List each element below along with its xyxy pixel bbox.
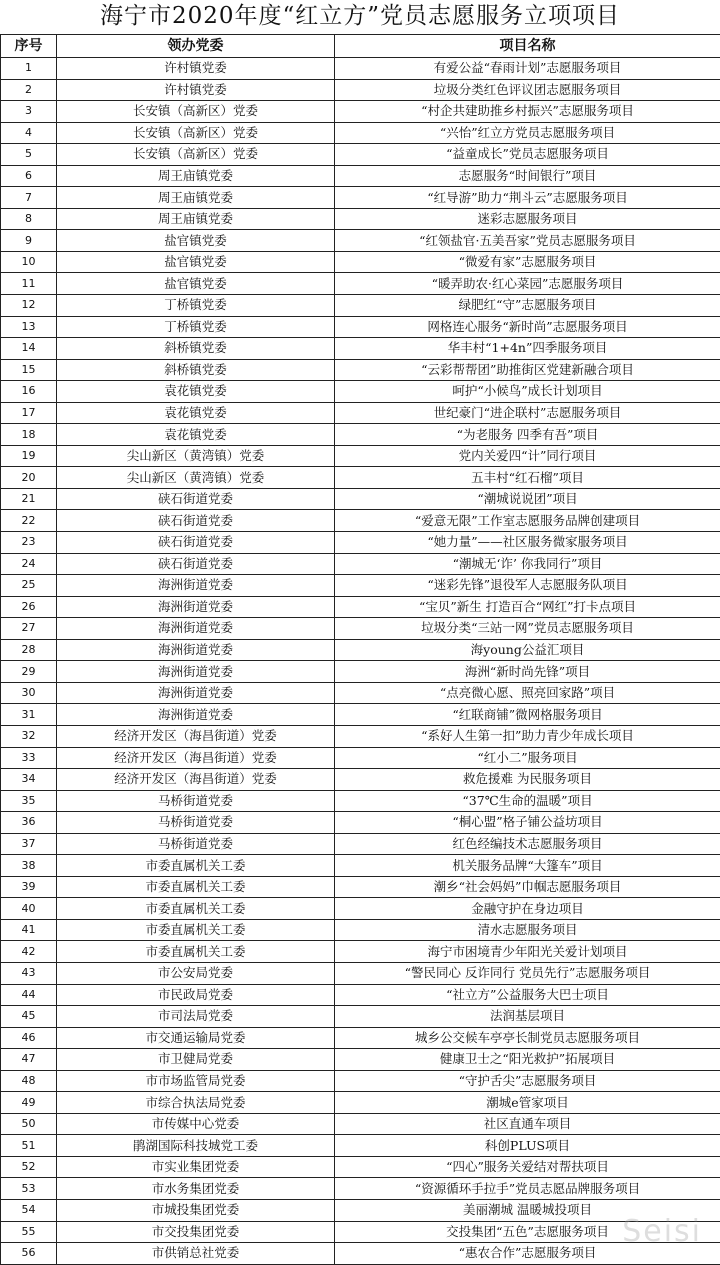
cell-project: “警民同心 反诈同行 党员先行”志愿服务项目 [335,962,720,984]
cell-project: “惠农合作”志愿服务项目 [335,1243,720,1265]
cell-org: 盐官镇党委 [57,230,335,252]
watermark: Seisi [622,1214,702,1249]
cell-seq: 39 [1,876,57,898]
cell-seq: 55 [1,1221,57,1243]
cell-org: 硖石街道党委 [57,510,335,532]
table-row [1,488,720,510]
cell-project: 垃圾分类“三站一网”党员志愿服务项目 [335,618,720,640]
header-project: 项目名称 [335,35,720,58]
cell-project: “点亮微心愿、照亮回家路”项目 [335,682,720,704]
cell-seq: 9 [1,230,57,252]
table-row [1,230,720,252]
table-row [1,962,720,984]
table-row [1,704,720,726]
cell-seq: 29 [1,661,57,683]
table-row [1,1199,720,1221]
table-row [1,682,720,704]
cell-project: 党内关爱四“计”同行项目 [335,445,720,467]
cell-project: “微爱有家”志愿服务项目 [335,251,720,273]
cell-project: 交投集团“五色”志愿服务项目 [335,1221,720,1243]
cell-org: 盐官镇党委 [57,251,335,273]
cell-org: 鹃湖国际科技城党工委 [57,1135,335,1157]
table-row [1,58,720,80]
cell-seq: 7 [1,187,57,209]
cell-project: 五丰村“红石榴”项目 [335,467,720,489]
cell-org: 市综合执法局党委 [57,1092,335,1114]
cell-project: 清水志愿服务项目 [335,919,720,941]
cell-project: “兴怡”红立方党员志愿服务项目 [335,122,720,144]
cell-seq: 42 [1,941,57,963]
cell-project: “益童成长”党员志愿服务项目 [335,144,720,166]
cell-org: 市委直属机关工委 [57,919,335,941]
cell-seq: 56 [1,1243,57,1265]
cell-seq: 18 [1,424,57,446]
table-row [1,1027,720,1049]
cell-org: 丁桥镇党委 [57,295,335,317]
cell-project: 社区直通车项目 [335,1113,720,1135]
cell-seq: 40 [1,898,57,920]
table-row [1,769,720,791]
cell-org: 海洲街道党委 [57,682,335,704]
table-row [1,855,720,877]
table-row [1,575,720,597]
cell-org: 硖石街道党委 [57,532,335,554]
cell-project: “红领盐官·五美吾家”党员志愿服务项目 [335,230,720,252]
table-row [1,1243,720,1265]
table-row [1,725,720,747]
cell-seq: 16 [1,381,57,403]
cell-seq: 27 [1,618,57,640]
cell-seq: 28 [1,639,57,661]
cell-project: “她力量”——社区服务微家服务项目 [335,532,720,554]
cell-org: 马桥街道党委 [57,833,335,855]
cell-seq: 19 [1,445,57,467]
cell-seq: 22 [1,510,57,532]
cell-org: 海洲街道党委 [57,575,335,597]
cell-org: 海洲街道党委 [57,639,335,661]
table-row [1,1092,720,1114]
cell-seq: 26 [1,596,57,618]
cell-seq: 11 [1,273,57,295]
cell-seq: 6 [1,165,57,187]
table-header-row [1,35,720,58]
cell-seq: 21 [1,488,57,510]
cell-seq: 17 [1,402,57,424]
table-row [1,208,720,230]
cell-org: 市委直属机关工委 [57,876,335,898]
table-row [1,790,720,812]
cell-seq: 45 [1,1006,57,1028]
cell-org: 周王庙镇党委 [57,208,335,230]
cell-org: 海洲街道党委 [57,618,335,640]
table-row [1,445,720,467]
cell-project: 网格连心服务“新时尚”志愿服务项目 [335,316,720,338]
cell-seq: 8 [1,208,57,230]
table-row [1,1221,720,1243]
cell-project: 潮乡“社会妈妈”巾帼志愿服务项目 [335,876,720,898]
table-row [1,424,720,446]
cell-org: 斜桥镇党委 [57,359,335,381]
table-row [1,144,720,166]
project-table [0,34,720,1265]
cell-org: 市交投集团党委 [57,1221,335,1243]
cell-project: “村企共建助推乡村振兴”志愿服务项目 [335,101,720,123]
cell-project: 海宁市困境青少年阳光关爱计划项目 [335,941,720,963]
cell-project: “资源循环手拉手”党员志愿品牌服务项目 [335,1178,720,1200]
table-body [1,58,720,1265]
table-row [1,122,720,144]
cell-org: 市卫健局党委 [57,1049,335,1071]
cell-project: 有爱公益“春雨计划”志愿服务项目 [335,58,720,80]
cell-org: 硖石街道党委 [57,488,335,510]
cell-seq: 15 [1,359,57,381]
cell-project: “宝贝”新生 打造百合“网红”打卡点项目 [335,596,720,618]
cell-org: 市公安局党委 [57,962,335,984]
table-row [1,553,720,575]
cell-seq: 3 [1,101,57,123]
header-seq: 序号 [1,35,57,58]
cell-project: 救危援难 为民服务项目 [335,769,720,791]
table-row [1,1135,720,1157]
table-row [1,273,720,295]
cell-org: 长安镇（高新区）党委 [57,122,335,144]
cell-org: 硖石街道党委 [57,553,335,575]
cell-project: 呵护“小候鸟”成长计划项目 [335,381,720,403]
cell-project: “爱意无限”工作室志愿服务品牌创建项目 [335,510,720,532]
cell-seq: 35 [1,790,57,812]
cell-project: “系好人生第一扣”助力青少年成长项目 [335,725,720,747]
cell-org: 市委直属机关工委 [57,898,335,920]
cell-seq: 49 [1,1092,57,1114]
cell-org: 市市场监管局党委 [57,1070,335,1092]
cell-project: “守护舌尖”志愿服务项目 [335,1070,720,1092]
cell-seq: 41 [1,919,57,941]
table-row [1,898,720,920]
table-row [1,532,720,554]
cell-project: 绿肥红“守”志愿服务项目 [335,295,720,317]
cell-project: 金融守护在身边项目 [335,898,720,920]
cell-org: 市交通运输局党委 [57,1027,335,1049]
cell-project: “暖弄助农·红心菜园”志愿服务项目 [335,273,720,295]
cell-project: “红联商铺”微网格服务项目 [335,704,720,726]
cell-project: “桐心盟”格子铺公益坊项目 [335,812,720,834]
cell-project: 健康卫士之“阳光救护”拓展项目 [335,1049,720,1071]
table-row [1,338,720,360]
cell-org: 市委直属机关工委 [57,941,335,963]
cell-seq: 52 [1,1156,57,1178]
cell-seq: 31 [1,704,57,726]
cell-seq: 5 [1,144,57,166]
cell-project: “潮城无‘诈’ 你我同行”项目 [335,553,720,575]
cell-org: 尖山新区（黄湾镇）党委 [57,445,335,467]
cell-org: 市水务集团党委 [57,1178,335,1200]
table-row [1,510,720,532]
table-row [1,747,720,769]
cell-org: 海洲街道党委 [57,661,335,683]
cell-seq: 13 [1,316,57,338]
cell-org: 长安镇（高新区）党委 [57,144,335,166]
cell-project: 志愿服务“时间银行”项目 [335,165,720,187]
cell-project: “为老服务 四季有吾”项目 [335,424,720,446]
table-row [1,1049,720,1071]
cell-org: 市民政局党委 [57,984,335,1006]
cell-org: 市城投集团党委 [57,1199,335,1221]
table-row [1,402,720,424]
cell-org: 马桥街道党委 [57,812,335,834]
table-row [1,639,720,661]
cell-org: 尖山新区（黄湾镇）党委 [57,467,335,489]
cell-seq: 38 [1,855,57,877]
cell-seq: 37 [1,833,57,855]
cell-project: 华丰村“1+4n”四季服务项目 [335,338,720,360]
cell-org: 丁桥镇党委 [57,316,335,338]
cell-project: 海young公益汇项目 [335,639,720,661]
cell-project: 世纪豪门“进企联村”志愿服务项目 [335,402,720,424]
cell-seq: 43 [1,962,57,984]
header-org: 领办党委 [57,35,335,58]
cell-project: 红色经编技术志愿服务项目 [335,833,720,855]
table-row [1,295,720,317]
cell-project: 科创PLUS项目 [335,1135,720,1157]
cell-seq: 24 [1,553,57,575]
cell-org: 市供销总社党委 [57,1243,335,1265]
cell-seq: 2 [1,79,57,101]
table-row [1,79,720,101]
cell-seq: 36 [1,812,57,834]
table-row [1,919,720,941]
cell-seq: 33 [1,747,57,769]
table-row [1,251,720,273]
cell-seq: 34 [1,769,57,791]
table-row [1,1070,720,1092]
cell-org: 周王庙镇党委 [57,165,335,187]
table-row [1,833,720,855]
table-row [1,381,720,403]
cell-project: 海洲“新时尚先锋”项目 [335,661,720,683]
table-row [1,618,720,640]
cell-seq: 50 [1,1113,57,1135]
cell-seq: 48 [1,1070,57,1092]
cell-seq: 4 [1,122,57,144]
cell-project: “云彩帮帮团”助推街区党建新融合项目 [335,359,720,381]
cell-org: 市传媒中心党委 [57,1113,335,1135]
cell-project: “四心”服务关爱结对帮扶项目 [335,1156,720,1178]
table-row [1,187,720,209]
cell-org: 市司法局党委 [57,1006,335,1028]
table-row [1,101,720,123]
cell-seq: 46 [1,1027,57,1049]
cell-seq: 54 [1,1199,57,1221]
cell-seq: 12 [1,295,57,317]
cell-project: 潮城e管家项目 [335,1092,720,1114]
cell-seq: 32 [1,725,57,747]
cell-seq: 14 [1,338,57,360]
cell-org: 斜桥镇党委 [57,338,335,360]
cell-org: 周王庙镇党委 [57,187,335,209]
cell-seq: 44 [1,984,57,1006]
cell-project: 城乡公交候车亭亭长制党员志愿服务项目 [335,1027,720,1049]
cell-org: 许村镇党委 [57,58,335,80]
table-row [1,812,720,834]
cell-org: 经济开发区（海昌街道）党委 [57,769,335,791]
cell-project: “潮城说说团”项目 [335,488,720,510]
cell-project: 美丽潮城 温暖城投项目 [335,1199,720,1221]
cell-seq: 1 [1,58,57,80]
cell-project: 垃圾分类红色评议团志愿服务项目 [335,79,720,101]
table-row [1,661,720,683]
cell-org: 盐官镇党委 [57,273,335,295]
cell-seq: 23 [1,532,57,554]
cell-org: 海洲街道党委 [57,596,335,618]
page-title: 海宁市2020年度“红立方”党员志愿服务立项项目 [99,3,621,29]
table-row [1,1006,720,1028]
table-row [1,1178,720,1200]
table-row [1,984,720,1006]
cell-org: 市实业集团党委 [57,1156,335,1178]
cell-seq: 20 [1,467,57,489]
cell-project: “红导游”助力“荆斗云”志愿服务项目 [335,187,720,209]
cell-project: “迷彩先锋”退役军人志愿服务队项目 [335,575,720,597]
cell-project: “红小二”服务项目 [335,747,720,769]
cell-org: 市委直属机关工委 [57,855,335,877]
cell-project: “37℃生命的温暖”项目 [335,790,720,812]
table-row [1,316,720,338]
table-row [1,359,720,381]
cell-project: 机关服务品牌“大篷车”项目 [335,855,720,877]
cell-org: 长安镇（高新区）党委 [57,101,335,123]
cell-org: 袁花镇党委 [57,381,335,403]
cell-org: 经济开发区（海昌街道）党委 [57,725,335,747]
table-row [1,876,720,898]
cell-org: 袁花镇党委 [57,424,335,446]
cell-org: 马桥街道党委 [57,790,335,812]
cell-seq: 10 [1,251,57,273]
cell-project: 法润基层项目 [335,1006,720,1028]
cell-org: 海洲街道党委 [57,704,335,726]
cell-seq: 25 [1,575,57,597]
cell-org: 许村镇党委 [57,79,335,101]
table-row [1,467,720,489]
table-row [1,1113,720,1135]
cell-seq: 47 [1,1049,57,1071]
cell-org: 袁花镇党委 [57,402,335,424]
table-row [1,165,720,187]
table-row [1,941,720,963]
cell-seq: 53 [1,1178,57,1200]
cell-seq: 51 [1,1135,57,1157]
table-row [1,596,720,618]
table-row [1,1156,720,1178]
cell-org: 经济开发区（海昌街道）党委 [57,747,335,769]
cell-seq: 30 [1,682,57,704]
cell-project: “社立方”公益服务大巴士项目 [335,984,720,1006]
cell-project: 迷彩志愿服务项目 [335,208,720,230]
